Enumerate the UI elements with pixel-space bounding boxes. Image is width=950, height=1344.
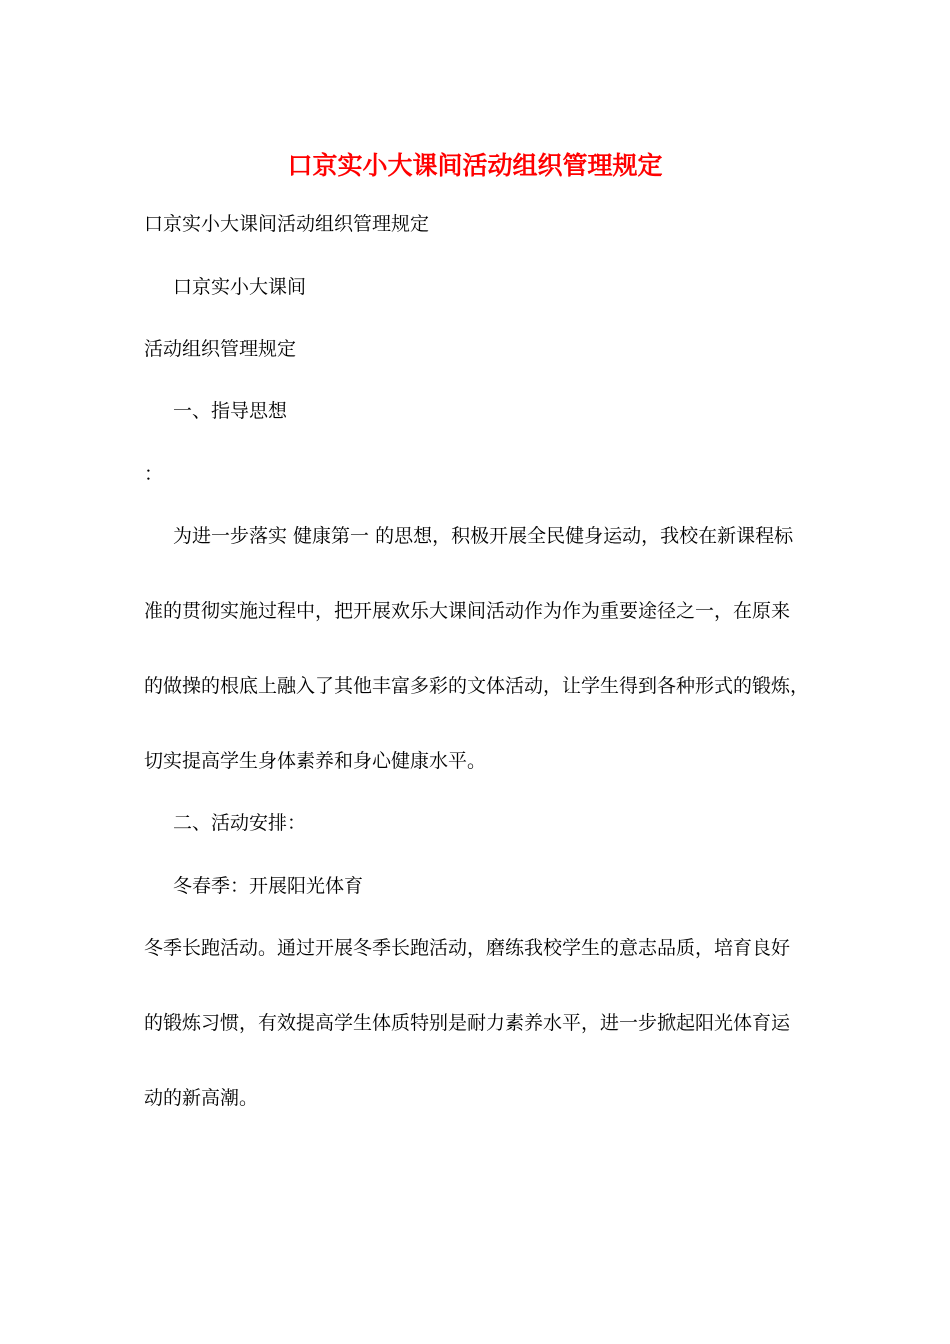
body-text-line: 冬季长跑活动。通过开展冬季长跑活动，磨练我校学生的意志品质，培育良好 [144,937,791,959]
paragraph-heading-line: 口京实小大课间活动组织管理规定 [144,213,430,235]
body-text-line: 的锻炼习惯，有效提高学生体质特别是耐力素养水平，进一步掀起阳光体育运 [144,1012,791,1034]
section-heading-activity-arrangement: 二、活动安排： [173,812,307,834]
body-text-line: 切实提高学生身体素养和身心健康水平。 [144,750,487,772]
body-text-line: 为进一步落实 健康第一 的思想，积极开展全民健身运动，我校在新课程标 [173,525,794,547]
section-heading-guiding-ideology: 一、指导思想 [173,400,288,422]
body-text-line: 准的贯彻实施过程中，把开展欢乐大课间活动作为作为重要途径之一，在原来 [144,600,791,622]
paragraph-line: 活动组织管理规定 [144,338,297,360]
document-title: 口京实小大课间活动组织管理规定 [287,151,663,180]
paragraph-line: 口京实小大课间 [173,276,307,298]
body-text-line: 的做操的根底上融入了其他丰富多彩的文体活动，让学生得到各种形式的锻炼， [144,675,810,697]
paragraph-line: ： [144,463,164,485]
body-text-line: 动的新高潮。 [144,1087,259,1109]
subheading-winter-spring: 冬春季：开展阳光体育 [173,875,364,897]
